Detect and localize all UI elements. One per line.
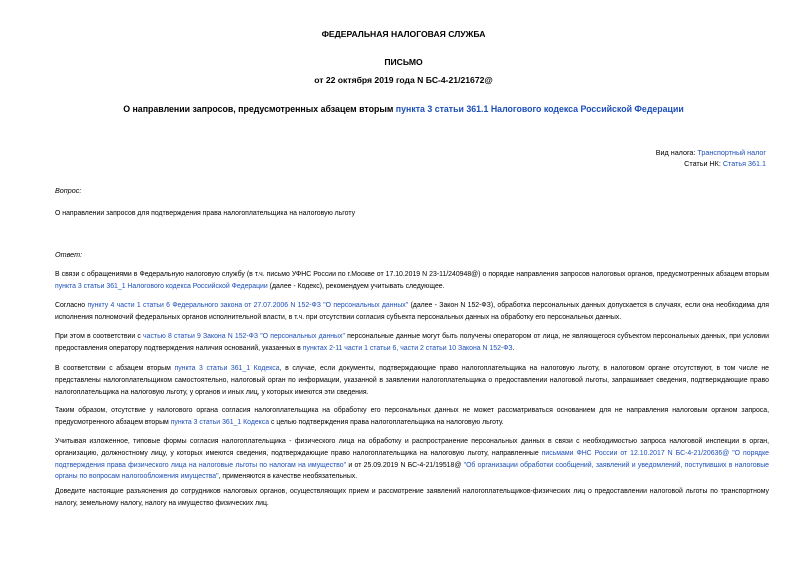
paragraph-text: (далее - Закон N 152-ФЗ), обработка персональных данных допускается в случаях, если она необходима для исполнения полномочий федеральных органов исполнительной власти, в т.ч. при отсутствии согласия субъекта персональных данных на обработку его персональных данных. <box>55 302 769 321</box>
answer-paragraph-1 <box>55 269 769 293</box>
paragraph-text: Учитывая изложенное, типовые формы согласия налогоплательщика - физического лица на обработку и распространение персональных данных в связи с необходимостью запроса налоговой инспекции в орган, организацию, должностному лицу, у которых имеются сведения, подтверждающие право налогоплательщика на налоговую льготу, направленные <box>55 438 769 457</box>
paragraph-text: с целью подтверждения права налогоплательщика на налоговую льготу. <box>269 418 504 426</box>
title-text: О направлении запросов, предусмотренных абзацем вторым <box>123 104 396 114</box>
answer-paragraph-4 <box>55 363 769 398</box>
personal-data-law-link[interactable]: пункту 4 части 1 статьи 6 Федерального закона от 27.07.2006 N 152-ФЗ "О персональных данных" <box>87 302 409 309</box>
paragraph-text: В связи с обращениями в Федеральную налоговую службу (в т.ч. письмо УФНС России по г.Москве от 17.10.2019 N 23-11/240948@) о порядке направления запросов налоговых органов, предусмотренных абзацем вторым <box>55 271 769 278</box>
paragraph-text: Согласно <box>55 302 88 309</box>
answer-paragraph-5 <box>55 405 769 429</box>
tax-code-article-link[interactable]: Статья 361.1 <box>722 159 766 168</box>
paragraph-text: В соответствии с абзацем вторым <box>55 365 175 372</box>
paragraph-text: , применяются в качестве необязательных. <box>218 473 358 481</box>
document-type-heading: ПИСЬМО <box>384 57 423 67</box>
law-article-9-link[interactable]: частью 8 статьи 9 Закона N 152-ФЗ "О персональных данных" <box>143 333 345 340</box>
agency-heading: ФЕДЕРАЛЬНАЯ НАЛОГОВАЯ СЛУЖБА <box>321 29 486 39</box>
paragraph-text: Таким образом, отсутствие у налогового органа согласия налогоплательщика на обработку его персональных данных не может рассматриваться основанием для не направления налоговым органом запроса, предусмотренного абзацем вторым <box>55 407 769 426</box>
fns-letter-link[interactable]: письмами ФНС России от 12.10.2017 N БС-4-21/20636@ "О порядке подтверждения права физического лица на налоговые льготы по налогам на имущество" <box>55 449 770 469</box>
tax-code-articles-label: Статьи НК: <box>684 159 723 168</box>
paragraph-text: При этом в соответствии с <box>55 333 144 340</box>
paragraph-text: и от 25.09.2019 N БС-4-21/19518@ <box>346 461 464 469</box>
paragraph-text: персональные данные могут быть получены оператором от лица, не являющегося субъектом персональных данных, при условии предоставления оператору подтверждения наличия оснований, указанных в <box>55 333 770 352</box>
title-article-link[interactable]: пункта 3 статьи 361.1 Налогового кодекса Российской Федерации <box>395 104 684 114</box>
code-article-link[interactable]: пункта 3 статьи 361_1 Кодекса <box>174 365 280 372</box>
tax-type-row <box>656 148 766 157</box>
tax-code-link[interactable]: пункта 3 статьи 361_1 Налогового кодекса Российской Федерации <box>55 282 268 290</box>
fns-letter-2019-link[interactable]: "Об организации обработки сообщений, заявлений и уведомлений, поступивших в налоговые органы по вопросам налогообложения имущества" <box>55 461 769 481</box>
paragraph-text: (далее - Кодекс), рекомендуем учитывать следующее. <box>267 282 445 290</box>
question-text: О направлении запросов для подтверждения права налогоплательщика на налоговую льготу <box>55 210 356 217</box>
answer-paragraph-7: Доведите настоящие разъяснения до сотрудников налоговых органов, осуществляющих прием и рассмотрение заявлений налогоплательщиков-физических лиц о предоставлении налоговой льготы по транспортному налогу, земельному налогу, налогу на имущество физических лиц. <box>55 488 769 507</box>
code-article-link[interactable]: пункта 3 статьи 361_1 Кодекса <box>170 418 270 426</box>
tax-type-link[interactable]: Транспортный налог <box>697 148 766 157</box>
law-articles-6-10-link[interactable]: пунктах 2-11 части 1 статьи 6, части 2 статьи 10 Закона N 152-ФЗ <box>302 344 513 352</box>
paragraph-text: . <box>512 344 515 352</box>
tax-type-label: Вид налога: <box>655 148 698 157</box>
answer-paragraph-2 <box>55 300 769 324</box>
answer-label: Ответ: <box>55 250 83 259</box>
answer-paragraph-6 <box>55 436 769 483</box>
question-label: Вопрос: <box>55 186 82 195</box>
document-date-number: от 22 октября 2019 года N БС-4-21/21672@ <box>314 75 493 85</box>
document-title <box>0 104 807 114</box>
answer-paragraph-3 <box>55 331 769 355</box>
paragraph-text: , в случае, если документы, подтверждающие право налогоплательщика на налоговую льготу, в налоговом органе отсутствуют, в том числе не представлены налогоплательщиком самостоятельно, налоговый орган по информации, указанной в заявлении налогоплательщика о предоставлении налоговой льготы, запрашивает сведения, подтверждающие право налогоплательщика на налоговую льготу, у органов и иных лиц, у которых имеются эти сведения. <box>55 365 769 396</box>
tax-code-articles-row <box>684 159 766 168</box>
